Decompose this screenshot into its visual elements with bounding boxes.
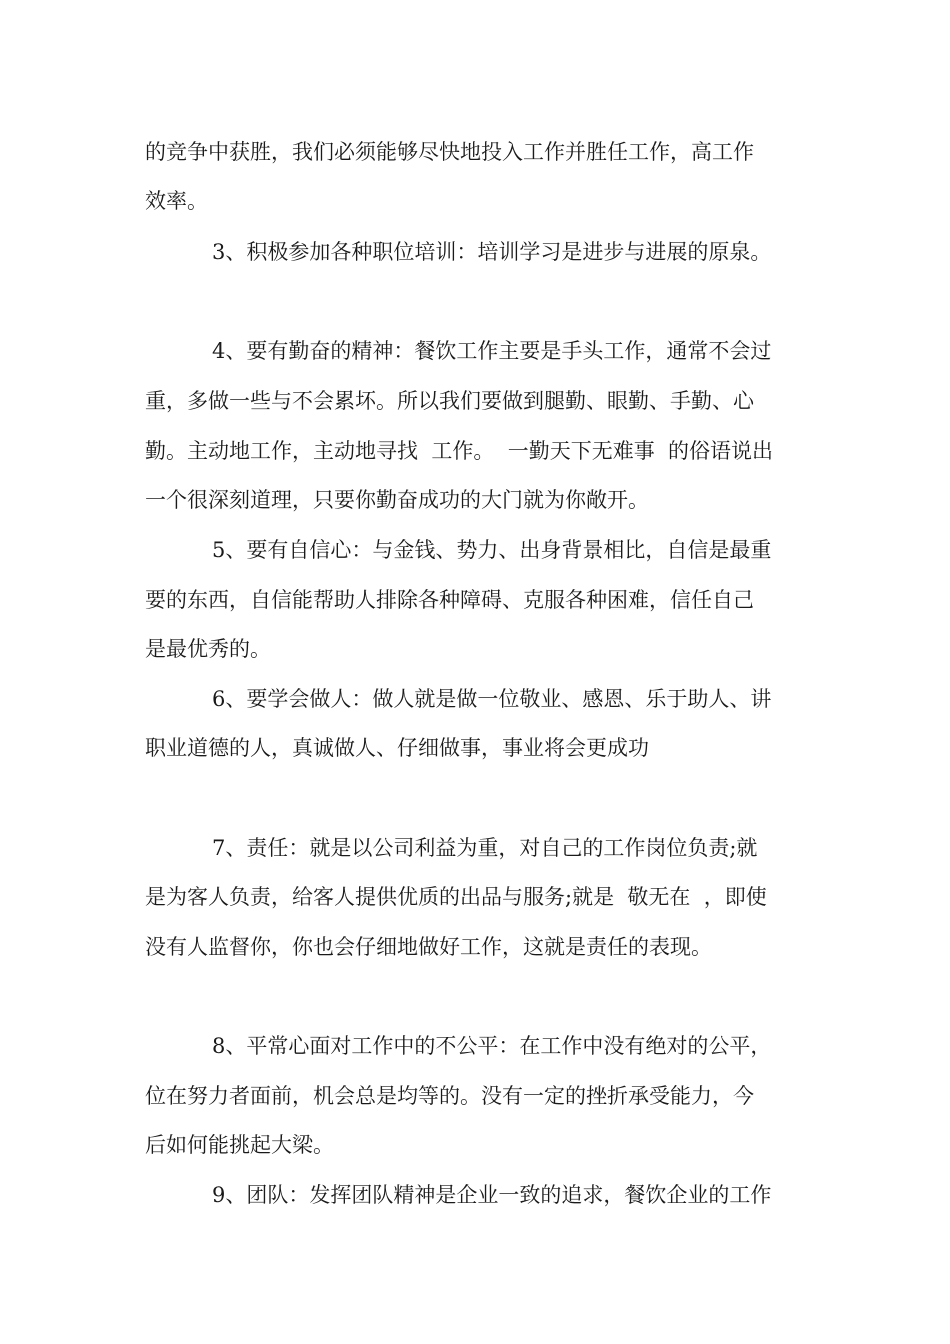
text-line: 8、平常心面对工作中的不公平：在工作中没有绝对的公平，	[212, 1034, 772, 1058]
text-line: 是为客人负责，给客人提供优质的出品与服务;就是 敬无在 ，即使	[145, 885, 767, 909]
text-line: 位在努力者面前，机会总是均等的。没有一定的挫折承受能力，今	[145, 1084, 754, 1108]
text-line: 5、要有自信心：与金钱、势力、出身背景相比，自信是最重	[212, 538, 772, 562]
text-line: 7、责任：就是以公司利益为重，对自己的工作岗位负责;就	[212, 836, 758, 860]
text-line: 4、要有勤奋的精神：餐饮工作主要是手头工作，通常不会过	[212, 339, 772, 363]
text-line: 重，多做一些与不会累坏。所以我们要做到腿勤、眼勤、手勤、心	[145, 389, 754, 413]
text-line: 9、团队：发挥团队精神是企业一致的追求，餐饮企业的工作	[212, 1183, 772, 1207]
text-line: 一个很深刻道理，只要你勤奋成功的大门就为你敞开。	[145, 488, 649, 512]
text-line: 职业道德的人，真诚做人、仔细做事，事业将会更成功	[145, 736, 649, 760]
text-line: 是最优秀的。	[145, 637, 271, 661]
text-line: 的竞争中获胜，我们必须能够尽快地投入工作并胜任工作，高工作	[145, 140, 754, 164]
text-line: 要的东西，自信能帮助人排除各种障碍、克服各种困难，信任自己	[145, 588, 754, 612]
text-line: 后如何能挑起大梁。	[145, 1133, 334, 1157]
text-line: 没有人监督你，你也会仔细地做好工作，这就是责任的表现。	[145, 935, 712, 959]
text-line: 6、要学会做人：做人就是做一位敬业、感恩、乐于助人、讲	[212, 687, 772, 711]
text-line: 勤。主动地工作，主动地寻找 工作。 一勤天下无难事 的俗语说出	[145, 439, 774, 463]
text-line: 3、积极参加各种职位培训：培训学习是进步与进展的原泉。	[212, 240, 772, 264]
text-line: 效率。	[145, 189, 208, 213]
